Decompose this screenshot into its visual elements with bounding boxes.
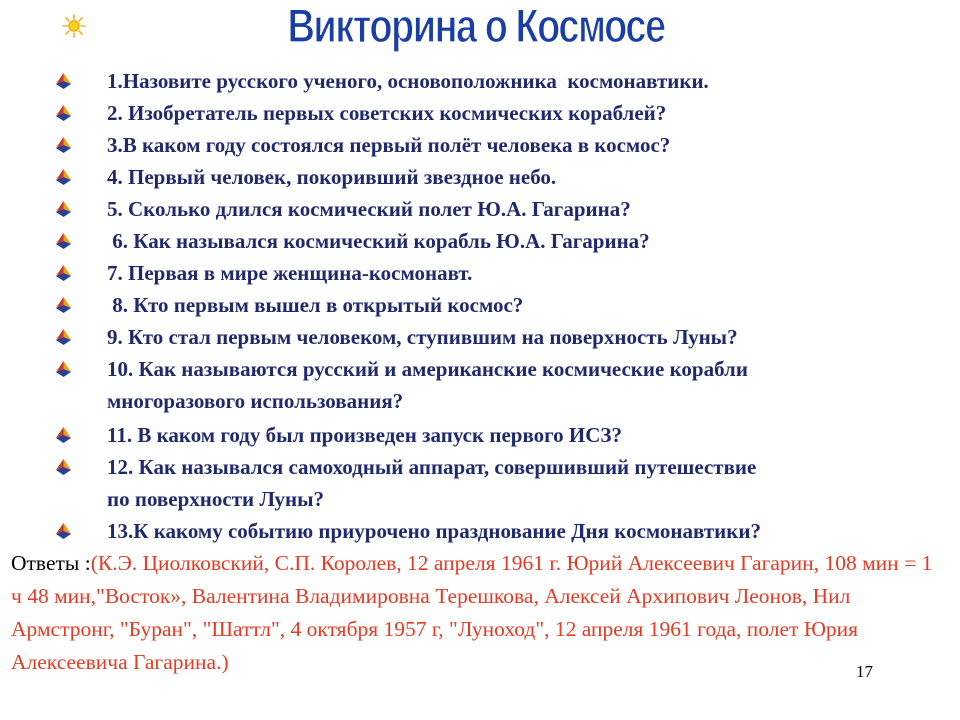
- question-text: 1.Назовите русского ученого, основоположника космонавтики.: [107, 69, 709, 93]
- pyramid-bullet-icon: [56, 459, 71, 475]
- pyramid-bullet-icon: [56, 427, 71, 443]
- pyramid-bullet-icon: [56, 137, 71, 153]
- pyramid-bullet-icon: [56, 361, 71, 377]
- pyramid-bullet-icon: [56, 233, 71, 249]
- question-text: 13.К какому событию приурочено празднование Дня космонавтики?: [107, 519, 761, 543]
- answers-label: Ответы :: [11, 551, 91, 575]
- pyramid-bullet-icon: [56, 169, 71, 185]
- pyramid-bullet-icon: [56, 105, 71, 121]
- answers-text: (К.Э. Циолковский, С.П. Королев, 12 апреля 1961 г. Юрий Алексеевич Гагарин, 108 мин = 1 ч 48 мин,"Восток», Валентина Владимировна Терешкова, Алексей Архипович Леонов, Нил Армстронг, "Буран", "Шаттл", 4 октября 1957 г, "Луноход", 12 апреля 1961 года, полет Юрия Алексеевича Гагарина.): [11, 551, 933, 674]
- question-text-continued: многоразового использования?: [107, 389, 404, 413]
- pyramid-bullet-icon: [56, 201, 71, 217]
- answers-block: [11, 547, 946, 679]
- question-text: 2. Изобретатель первых советских космических кораблей?: [107, 101, 667, 125]
- question-text: 9. Кто стал первым человеком, ступившим на поверхность Луны?: [107, 325, 738, 349]
- question-text: 6. Как назывался космический корабль Ю.А. Гагарина?: [107, 229, 650, 253]
- question-text-continued: по поверхности Луны?: [107, 487, 324, 511]
- pyramid-bullet-icon: [56, 297, 71, 313]
- pyramid-bullet-icon: [56, 329, 71, 345]
- pyramid-bullet-icon: [56, 73, 71, 89]
- slide-title-text: Викторина о Космосе: [287, 2, 665, 54]
- question-text: 4. Первый человек, покоривший звездное небо.: [107, 165, 557, 189]
- question-text: 7. Первая в мире женщина-космонавт.: [107, 261, 473, 285]
- page-number: 17: [856, 662, 873, 681]
- question-text: 12. Как назывался самоходный аппарат, совершивший путешествие: [107, 455, 757, 479]
- pyramid-bullet-icon: [56, 265, 71, 281]
- question-text: 3.В каком году состоялся первый полёт человека в космос?: [107, 133, 671, 157]
- question-text: 5. Сколько длился космический полет Ю.А. Гагарина?: [107, 197, 631, 221]
- question-text: 11. В каком году был произведен запуск первого ИСЗ?: [107, 423, 622, 447]
- question-text: 8. Кто первым вышел в открытый космос?: [107, 293, 524, 317]
- pyramid-bullet-icon: [56, 523, 71, 539]
- question-text: 10. Как называются русский и американские космические корабли: [107, 357, 748, 381]
